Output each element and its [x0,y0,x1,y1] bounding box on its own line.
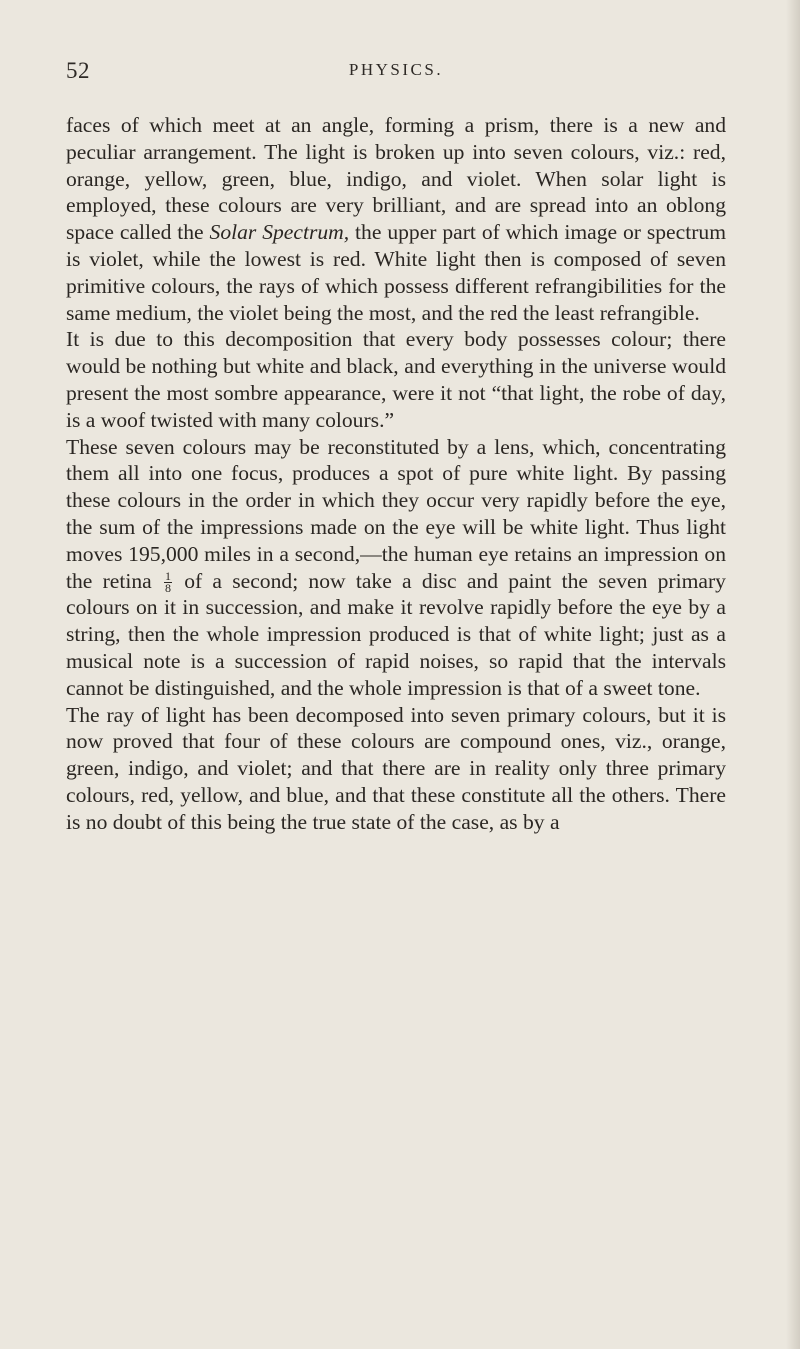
paragraph-1 [66,112,726,326]
paragraph-3 [66,434,726,702]
page-header [66,58,726,88]
paragraph-2: It is due to this decomposition that every body possesses colour; there would be nothing but white and black, and everything in the universe would present the most sombre appearance, were it not “that light, the robe of day, is a woof twisted with many colours.” [66,327,726,432]
fraction-denominator: 8 [164,581,171,596]
paragraph-3-text-end: of a second; now take a disc and paint the seven primary colours on it in succession, and make it revolve rapidly before the eye by a string, then the whole impression produced is that of white light; just as a musical note is a succession of rapid noises, so rapid that the intervals cannot be distinguished, and the whole impression is that of a sweet tone. [66,568,726,700]
page-edge-shadow [786,0,800,1349]
running-head: PHYSICS. [348,60,444,79]
fraction-numerator: 1 [164,569,171,584]
body-text [66,112,726,836]
paragraph-3-text-start: These seven colours may be reconstituted by a lens, which, concentrating them all into one focus, produces a spot of pure white light. By passing these colours in the order in which they occur very rapidly before the eye, the sum of the impressions made on the eye will be white light. Thus light moves 195,000 miles in a second,—the human eye retains an impression on the retina [66,434,726,593]
paragraph-1-text-start: faces of which meet at an angle, forming a prism, there is a new and peculiar arrangement. The light is broken up into seven colours, viz.: red, orange, yellow, green, blue, indigo, and violet. When solar light is employed, these colours are very brilliant, and are spread into an oblong space called the [66,113,726,245]
paragraph-4: The ray of light has been decomposed into seven primary colours, but it is now proved that four of these colours are compound ones, viz., orange, green, indigo, and violet; and that there are in reality only three primary colours, red, yellow, and blue, and that these constitute all the others. There is no doubt of this being the true state of the case, as by a [66,702,726,834]
paragraph-1-text-end: the upper part of which image or spectrum is violet, while the lowest is red. White light then is composed of seven primitive colours, the rays of which possess different refrangibilities for the same medium, the violet being the most, and the red the least refrangible. [66,220,727,325]
page-number: 52 [66,58,90,83]
fraction-one-eighth [164,571,172,594]
solar-spectrum-term: Solar Spectrum, [209,220,350,245]
